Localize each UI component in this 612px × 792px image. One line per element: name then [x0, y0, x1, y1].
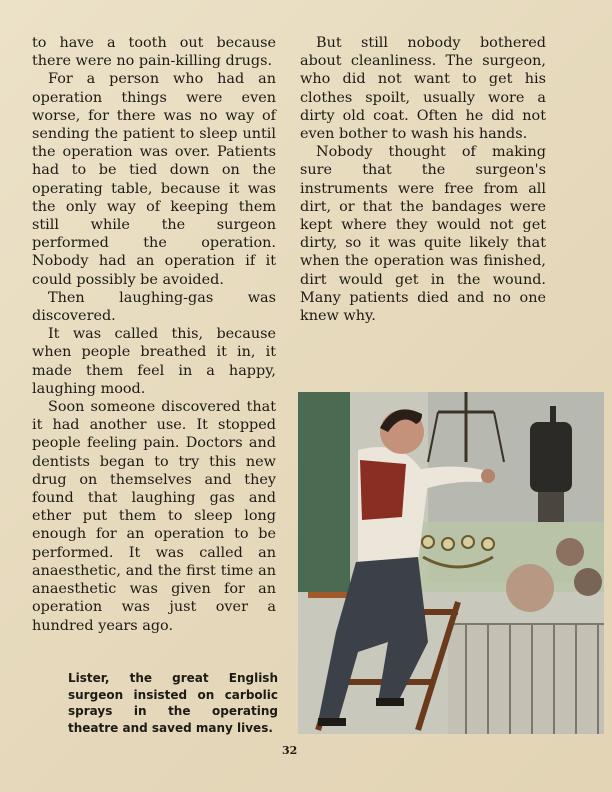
paragraph: Then laughing-gas was discovered.	[32, 289, 276, 325]
left-text-column	[32, 34, 276, 635]
page-number: 32	[282, 744, 298, 757]
right-text-column	[300, 34, 546, 325]
paragraph: But still nobody bothered about cleanliness. The surgeon, who did not want to get his clothes spoilt, usually wore a dirty old coat. Often he did not even bother to wash his hands.	[300, 35, 546, 143]
paragraph: to have a tooth out because there were no pain-killing drugs.	[32, 35, 276, 70]
paragraph: It was called this, because when people breathed it in, it made them feel in a happy, laughing mood.	[32, 326, 276, 397]
surgeon-illustration	[298, 392, 604, 734]
paragraph: For a person who had an operation things were even worse, for there was no way of sending the patient to sleep until the operation was over. Patients had to be tied down on the operating table, because it was the only way of keeping them still while the surgeon performed the operation. Nobody had an operation if it could possibly be avoided.	[32, 71, 276, 288]
illustration-caption: Lister, the great English surgeon insisted on carbolic sprays in the operating theatre and saved many lives.	[68, 671, 278, 735]
paragraph: Nobody thought of making sure that the surgeon's instruments were free from all dirt, or that the bandages were kept where they would not get dirty, so it was quite likely that when the operation was finished, dirt would get in the wound. Many patients died and no one knew why.	[300, 144, 546, 325]
paragraph: Soon someone discovered that it had another use. It stopped people feeling pain. Doctors and dentists began to try this new drug on themselves and they found that laughing gas and ether put them to sleep long enough for an operation to be performed. It was called an anaesthetic, and the first time an anaesthetic was given for an operation was just over a hundred years ago.	[32, 399, 276, 634]
